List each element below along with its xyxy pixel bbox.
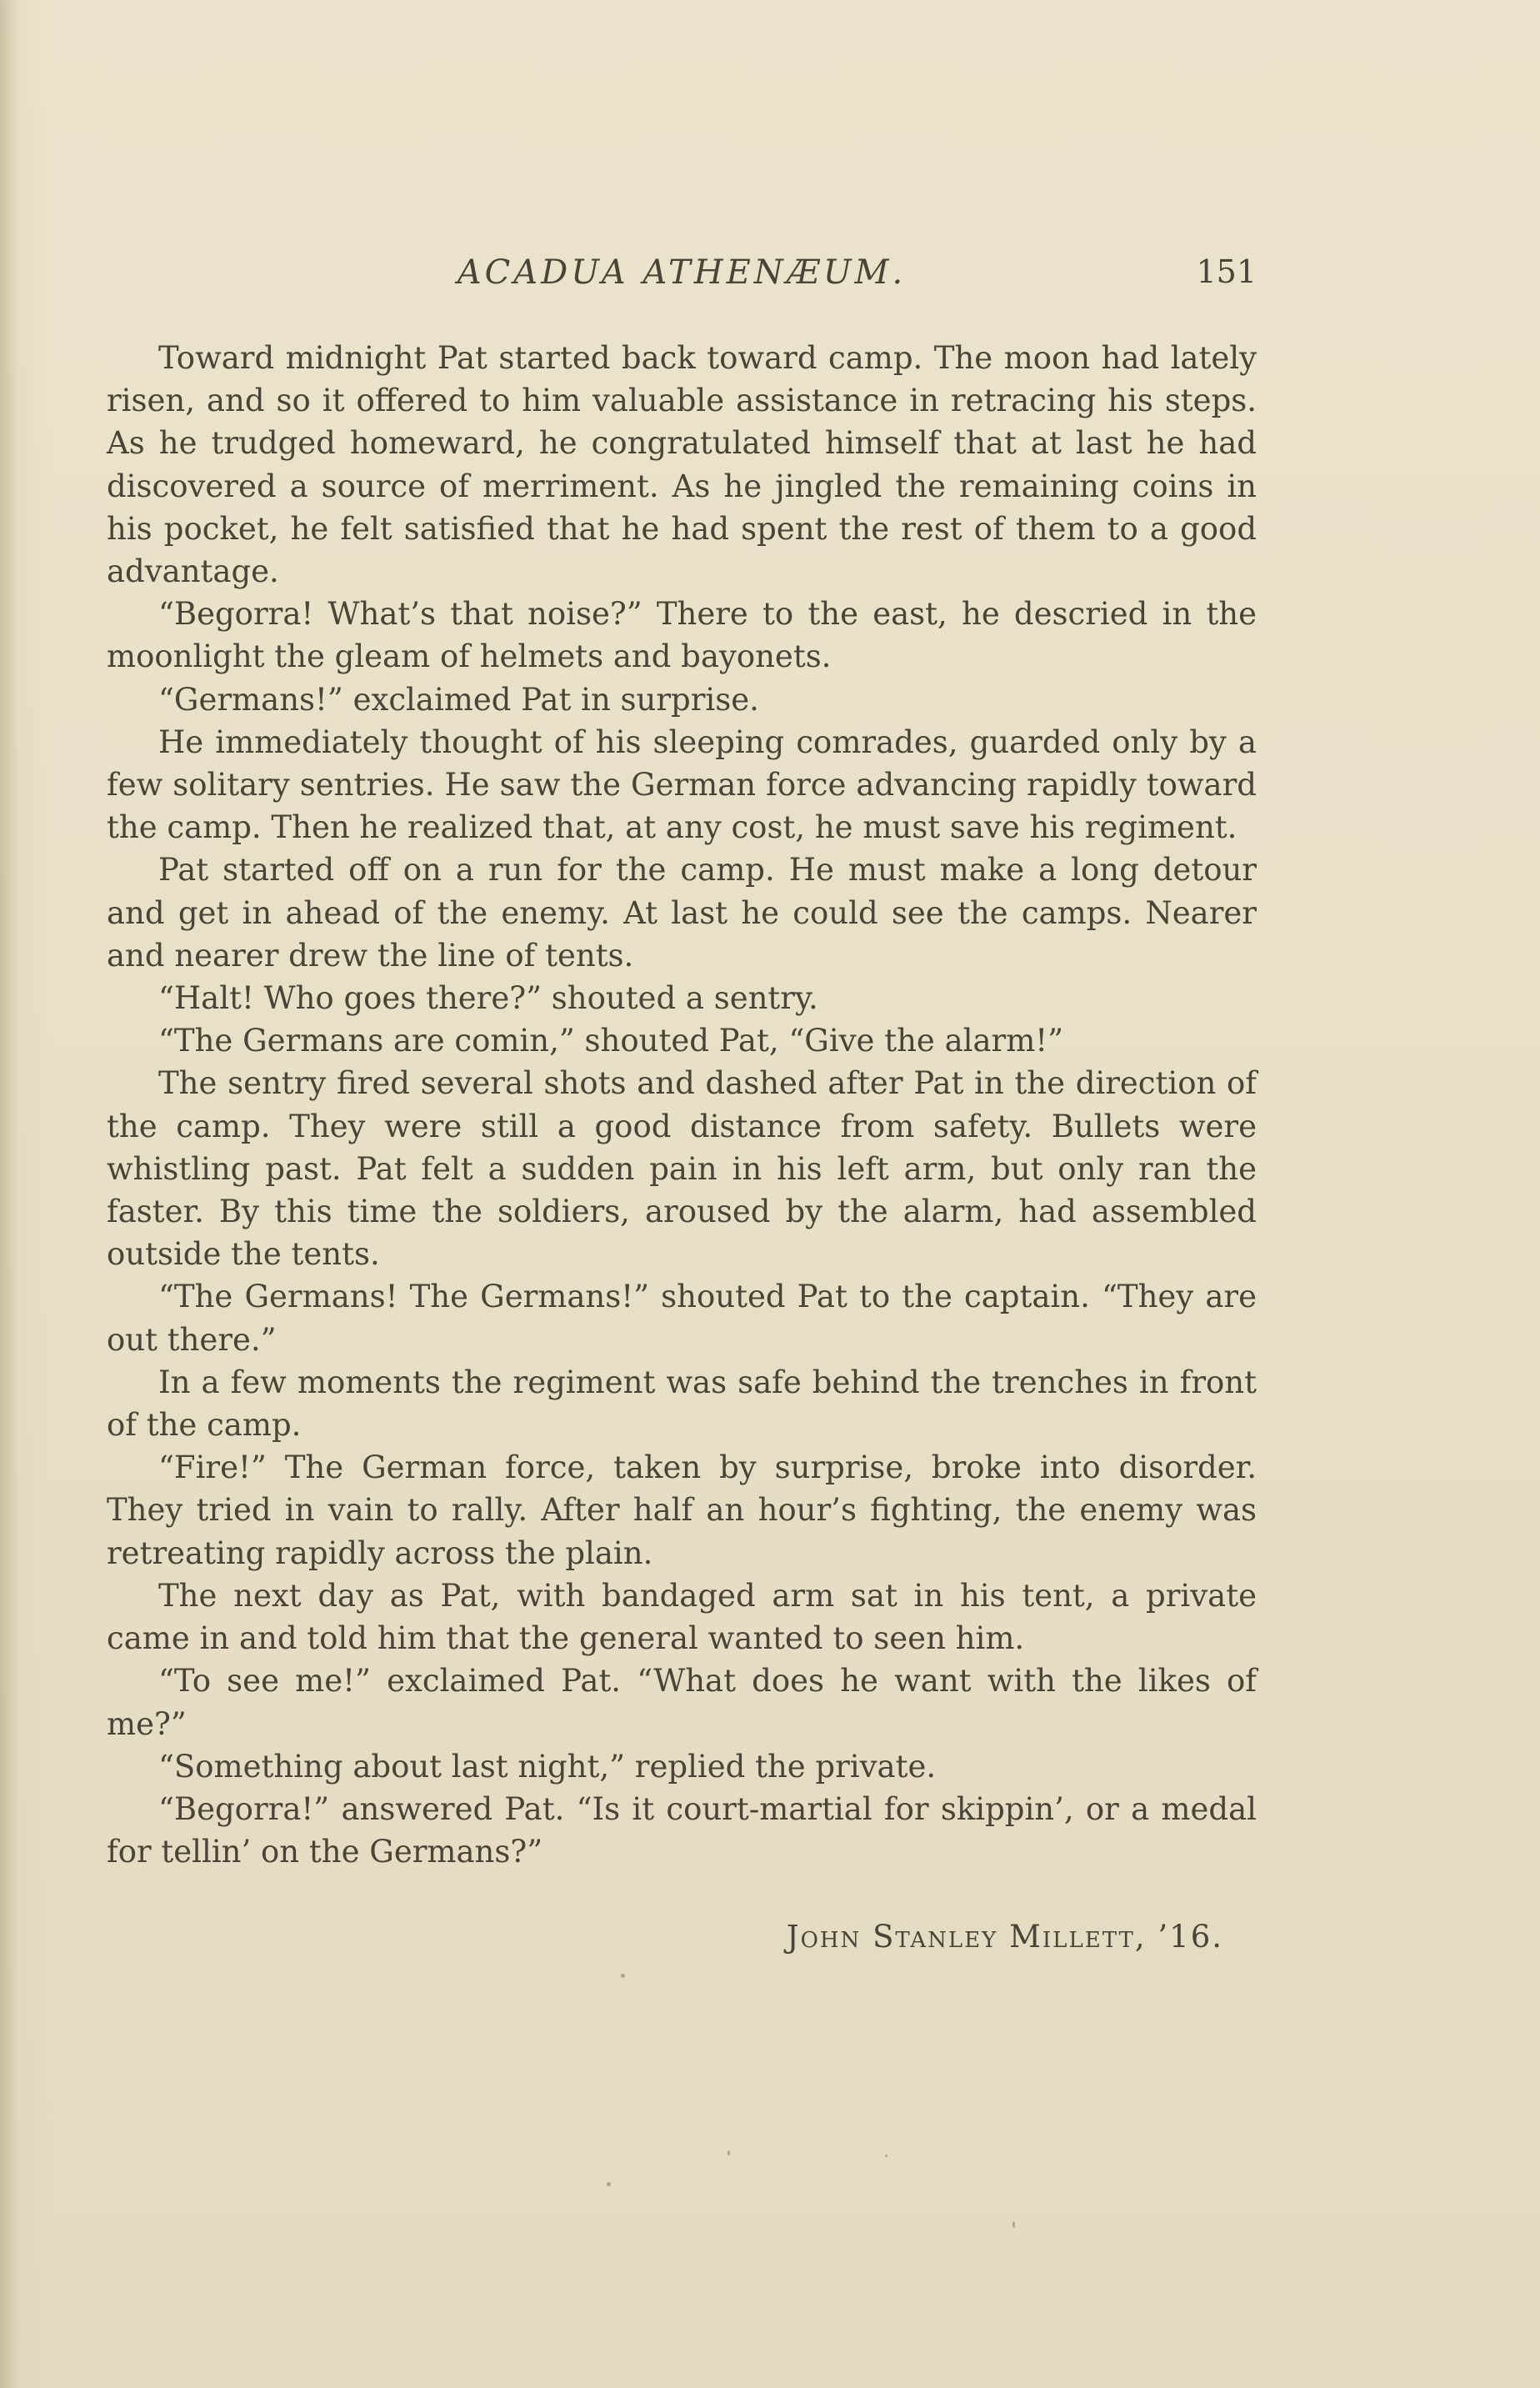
paragraph: “Halt! Who goes there?” shouted a sentry. [158,980,818,1017]
paragraph: “Begorra! What’s that noise?” There to the east, he descried in the moonlight the gleam of helmets and bayonets. [107,596,1257,675]
page-header [107,250,1257,300]
paragraph: “The Germans! The Germans!” shouted Pat to the captain. “They are out there.” [107,1279,1257,1358]
paragraph: “The Germans are comin,” shouted Pat, “Give the alarm!” [158,1023,1064,1059]
paragraph: Toward midnight Pat started back toward camp. The moon had lately risen, and so it offered to him valuable assistance in retracing his steps. As he trudged homeward, he congratulated himself that at last he had discovered a source of merriment. As he jingled the remaining coins in his pocket, he felt satisfied that he had spent the rest of them to a good advantage. [107,340,1257,590]
paper-speck [1012,2221,1015,2228]
paper-speck [621,1974,625,1978]
paragraph: In a few moments the regiment was safe behind the trenches in front of the camp. [107,1364,1257,1444]
paragraph: He immediately thought of his sleeping comrades, guarded only by a few solitary sentries. He saw the German force advancing rapidly toward the camp. Then he realized that, at any cost, he must save his regiment. [107,723,1257,846]
paper-speck [885,2155,888,2157]
paragraph: “Something about last night,” replied the private. [158,1748,937,1785]
paper-speck [728,2150,730,2155]
paragraph: Pat started off on a run for the camp. He must make a long detour and get in ahead of the enemy. At last he could see the camps. Nearer and nearer drew the line of tents. [107,852,1257,974]
page-number: 151 [1196,253,1257,290]
author-signature: John Stanley Millett, ’16. [786,1919,1223,1955]
paragraph: “Germans!” exclaimed Pat in surprise. [158,681,759,718]
running-head: ACADUA ATHENÆUM. [457,253,907,292]
paragraph: “Fire!” The German force, taken by surprise, broke into disorder. They tried in vain to rally. After half an hour’s fighting, the enemy was retreating rapidly across the plain. [107,1449,1257,1571]
paragraph: The sentry fired several shots and dashed after Pat in the direction of the camp. They were still a good distance from safety. Bullets were whistling past. Pat felt a sudden pain in his left arm, but only ran the faster. By this time the soldiers, aroused by the alarm, had assembled outside the tents. [107,1065,1257,1273]
paper-speck [607,2182,611,2186]
paragraph: “To see me!” exclaimed Pat. “What does he want with the likes of me?” [107,1663,1257,1742]
paragraph: “Begorra!” answered Pat. “Is it court-martial for skippin’, or a medal for tellin’ on the Germans?” [107,1790,1257,1870]
paragraph: The next day as Pat, with bandaged arm sat in his tent, a private came in and told him that the general wanted to seen him. [107,1577,1257,1657]
story-text [107,337,1257,1873]
